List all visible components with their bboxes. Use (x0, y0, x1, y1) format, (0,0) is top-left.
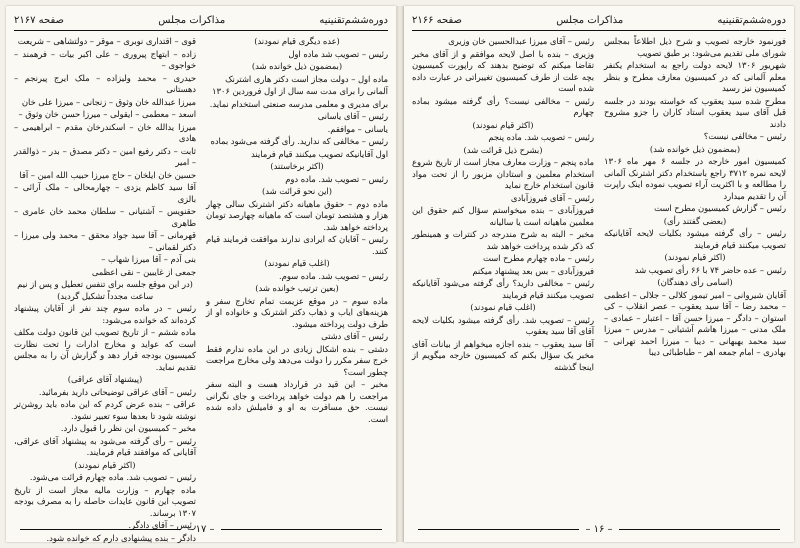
page-footer (412, 522, 786, 536)
page-header (14, 12, 388, 28)
paragraph: رئیس – تصویب شد. ماده سوم. (279, 270, 388, 281)
header-rule (412, 30, 786, 31)
paragraph: ماده چهارم – وزارت مالیه مجاز است از تاریخ تصویب این قانون عایدات حاصله را به مصرف بودجه ۱۳۰۷ برساند. (14, 484, 196, 518)
paragraph: فیروزآبادی – بنده میخواستم سؤال کنم حقوق این معلمین ماهیانه است یا سالیانه (412, 205, 594, 227)
paragraph: (اکثر قیام نمودند) (664, 252, 726, 262)
paragraph: رئیس – تصویب شد. رأی گرفته میشود بکلیات لایحه آقای آقا سید یعقوب (412, 314, 594, 336)
paragraph: آقا سید یعقوب – بنده اجازه میخواهم از بیانات آقای مخبر یک سؤال بکنم که کمیسیون خارجه میگویم از اینجا گذشته (412, 338, 594, 372)
paragraph: (بعین ترتیب خوانده شد) (255, 283, 339, 293)
page-label: صفحه ۲۱۶۶ (412, 14, 463, 26)
paragraph: رئیس – مخالفی نیست؟ (703, 131, 786, 141)
paragraph: (بمضمون ذیل خوانده شد) (649, 143, 741, 154)
text-columns (412, 36, 786, 516)
paragraph: فیروزآبادی – بس بعد پیشنهاد میکنم (472, 265, 594, 276)
paragraph: (اکثر قیام نمودند) (472, 119, 534, 130)
paragraph: اول آقایانیکه تصویب میکنند قیام فرمایند (251, 148, 388, 159)
paragraph: ماده ششم – از تاریخ تصویب این قانون دولت مکلف است که عواید و مخارج ادارات را تحت نظارت کمیسیون بودجه قرار دهد و گزارش آن را به مجلس تقدیم نماید. (14, 327, 196, 372)
paragraph: قهرمانی – آقا سید جواد محقق – محمد ولی میرزا – دکتر لقمانی – (14, 230, 196, 252)
paragraph: (بشرح ذیل قرائت شد) (463, 144, 543, 155)
page-footer (14, 522, 388, 536)
paragraph: رئیس – تصویب شد ماده اول (288, 48, 388, 59)
text-column (206, 36, 388, 516)
paragraph: بنی آدم – آقا میرزا شهاب – (101, 254, 196, 264)
paragraph: رئیس – تصویب شد. ماده دوم (285, 173, 388, 184)
book-spread (6, 6, 794, 542)
paragraph: رئیس – رأی گرفته می‌شود به پیشنهاد آقای عراقی، آقایانی که موافقند قیام فرمایند. (14, 435, 196, 457)
paragraph: حسین خان ایلخان – حاج میرزا حبیب الله امین – آقا (19, 169, 196, 180)
paragraph: مخبر – این قید در قرارداد هست و البته سفر مراجعت را هم دولت خواهد پرداخت و جای نگرانی نیست. حق مسافرت به او و فامیلش داده شده است. (206, 379, 388, 424)
paragraph: دشتی – بنده اشکال زیادی در این ماده ندارم فقط خرج سفر مکرر را دولت می‌دهد ولی مخارج مراجعت چطور است؟ (206, 343, 388, 377)
paragraph: ثابت – دکتر رفیع امین – دکتر مصدق – بدر – ذوالقدر – امیر (14, 145, 196, 167)
paragraph: ماده سوم – در موقع عزیمت تمام تخارج سفر و هزینه‌های ایاب و ذهاب دکتر اشترنک و خانواده او از طرف دولت پرداخته میشود. (206, 295, 388, 329)
paragraph: (اکثر برخاستند) (270, 161, 324, 171)
paragraph: میرزا عبدالله خان وثوق – زنجانی – میرزا علی خان (21, 96, 196, 107)
paragraph: (پیشنهاد آقای عراقی) (67, 374, 143, 384)
paragraph: ماده دوم – حقوق ماهیانه دکتر اشترنک سالی چهار هزار و هشتصد تومان است که ماهیانه چهارصد تومان پرداخته خواهد شد. (206, 198, 388, 232)
paragraph: حیدری – محمد ولیزاده – ملک ایرج پیرنجم – دهستانی (14, 72, 196, 94)
paragraph: (عده دیگری قیام نمودند) (254, 36, 340, 46)
paragraph: مخبر – کمیسیون این نظر را قبول دارد. (60, 423, 196, 433)
paragraph: مطرح شده سید یعقوب که خواسته بودند در جلسه قبل آقای سید یعقوب استاد کاران را جزو مشروح دادند (604, 95, 786, 129)
book-gutter (396, 6, 404, 542)
paragraph: رئیس – ماده چهارم مطرح است (483, 253, 594, 263)
paragraph: وزیری – بنده با اصل لایحه موافقم و از آقای مخبر تقاضا میکنم که توضیح بدهند که راپورت کمیسیون بچه علت از طرف کمیسیون تغییراتی در عبارت داده شده است (412, 48, 594, 93)
page-number: – ۱۷ – (187, 523, 215, 535)
document-title: مذاکرات مجلس (556, 14, 624, 26)
footer-rule (418, 529, 579, 530)
paragraph: (در این موقع جلسه برای تنفس تعطیل و پس از نیم ساعت مجدداً تشکیل گردید) (17, 279, 193, 301)
paragraph: رئیس – در ماده سوم چند نفر از آقایان پیشنهاد کرده‌اند که خوانده می‌شود: (14, 303, 196, 325)
paragraph: رئیس – آقای فیروزآبادی (510, 192, 594, 203)
paragraph: فورنمود خارجه تصویب و شرح ذیل اطلاعاً بمجلس شورای ملی تقدیم می‌شود: بر طبق تصویب (604, 36, 786, 58)
paragraph: شهریور ۱۳۰۶ لایحه دولت راجع به استخدام یکنفر معلم آلمانی که در کمیسیون معارف مطرح و بنظر کمیسیون نیز رسید (604, 60, 786, 93)
page-header (412, 12, 786, 28)
paragraph: رئیس – تصویب شد. ماده پنجم (488, 132, 594, 142)
paragraph: رئیس – آقای عراقی توضیحاتی دارید بفرمائید. (38, 386, 196, 397)
paragraph: ماده اول – دولت مجاز است دکتر هاری اشترنک (225, 73, 388, 84)
paragraph: رئیس – گزارش کمیسیون مطرح است (654, 203, 786, 213)
paragraph: آقایان شیروانی – امیر تیمور کلالی – جلالی – اعظمی – محمد رضا – آقا سید یعقوب – عصر انقلاب – کی استوان – دادگر – میرزا حسن آقا – اعتبار – عمادی – ملک مدنی – میرزا هاشم آشتیانی – مدرس – میرزا سید محمد بهبهانی – دیبا – میرزا احمد تهرانی – بهادری – امام جمعه اهر – طباطبائی دیبا (604, 289, 786, 357)
left-page (6, 6, 396, 542)
paragraph: (اغلب قیام نمودند) (264, 258, 330, 268)
paragraph: کمیسیون امور خارجه در جلسه ۶ مهر ماه ۱۳۰۶ لایحه نمره ۳۷۱۲ راجع باستخدام دکتر اشترنک آلمانی را مطالعه و با اکثریت آراء تصویب نموده اینک راپرت آن را تقدیم میدارد (604, 156, 787, 201)
paragraph: ماده پنجم – وزارت معارف مجاز است از تاریخ شروع استخدام معلمین و استادان مزبور را از تحت مواد قانون استخدام خارج نماید (412, 157, 594, 190)
session-title: دوره‌ششم‌تقنینیه (717, 14, 786, 26)
footer-rule (20, 529, 181, 530)
paragraph: رئیس – آقای دشتی (321, 331, 388, 341)
page-label: صفحه ۲۱۶۷ (14, 14, 65, 26)
paragraph: رئیس – آقای میرزا عبدالحسین خان وزیری (448, 36, 594, 46)
paragraph: میرزا یدالله خان – اسکندرخان مقدم – ابراهیمی – هادی (14, 121, 196, 143)
paragraph: جمعی از غایبین – نقی اعظمی (91, 266, 196, 277)
paragraph: عراقی – بنده عرض کردم که این ماده باید روشن‌تر نوشته شود تا بعدها سوء تعبیر نشود. (14, 399, 196, 421)
paragraph: آقا سید کاظم یزدی – چهارمحالی – ملک آرائی – بالزی (14, 182, 196, 204)
text-column (604, 36, 786, 516)
session-title: دوره‌ششم‌تقنینیه (319, 14, 388, 26)
document-title: مذاکرات مجلس (158, 14, 226, 26)
footer-rule (619, 529, 780, 530)
paragraph: رئیس – رأی گرفته میشود بکلیات لایحه آقایانیکه تصویب میکنند قیام فرمایند (604, 228, 786, 250)
text-column (14, 36, 196, 543)
page-number: – ۱۶ – (585, 523, 613, 535)
paragraph: رئیس – عده حاضر ۷۴ با ۶۶ رأی تصویب شد (634, 264, 786, 275)
paragraph: رئیس – آقایان که ایرادی ندارند موافقت فرمایند قیام کنند. (206, 234, 388, 256)
paragraph: آلمانی را برای مدت سه سال از اول فروردین ۱۳۰۶ (212, 86, 388, 96)
paragraph: (بمضمون ذیل خوانده شد) (251, 61, 343, 71)
paragraph: (اغلب قیام نمودند) (470, 302, 536, 312)
paragraph: حقنویس – آشتیانی – سلطان محمد خان عامری – طاهری (14, 206, 196, 228)
paragraph: (این نحو قرائت شد) (262, 186, 332, 196)
paragraph: برای مدیری و معلمی مدرسه صنعتی استخدام نماید. (209, 98, 388, 109)
paragraph: رئیس – مخالفی که ندارید. رأی گرفته می‌شود بماده (210, 136, 388, 146)
right-page (404, 6, 794, 542)
paragraph: دادگر – بنده پیشنهادی دارم که خوانده شود. (46, 532, 196, 543)
text-column (412, 36, 594, 516)
paragraph: (اسامی رأی دهندگان) (657, 277, 733, 287)
header-rule (14, 30, 388, 31)
paragraph: (اکثر قیام نمودند) (74, 459, 136, 470)
paragraph: (بعضی گفتند رأی) (663, 215, 727, 226)
paragraph: زاده – ابتهاج پیروری – علی اکبر بیات – فرهمند – خواجوی – (14, 48, 196, 70)
paragraph: قوی – اقتداری نوبری – موقر – دولتشاهی – شریعت (17, 36, 196, 46)
paragraph: رئیس – آقای دادگر. (128, 520, 196, 530)
paragraph: یاسانی – موافقم. (327, 123, 388, 134)
paragraph: رئیس – آقای یاسانی (317, 111, 388, 121)
paragraph: رئیس – مخالفی نیست؟ رأی گرفته میشود بماده چهارم (412, 95, 594, 117)
paragraph: رئیس – مخالفی دارید؟ رأی گرفته می‌شود آقایانیکه تصویب میکنند قیام فرمایند (412, 278, 594, 300)
paragraph: رئیس – تصویب شد. ماده چهارم قرائت می‌شود. (29, 472, 196, 482)
footer-rule (221, 529, 382, 530)
paragraph: مخبر – البته به شرح مندرجه در کنترات و همینطور که ذکر شده پرداخت خواهد شد (412, 229, 594, 251)
paragraph: اسعد – معطمی – ایقولی – میرزا حسن خان وثوق – (18, 109, 196, 119)
